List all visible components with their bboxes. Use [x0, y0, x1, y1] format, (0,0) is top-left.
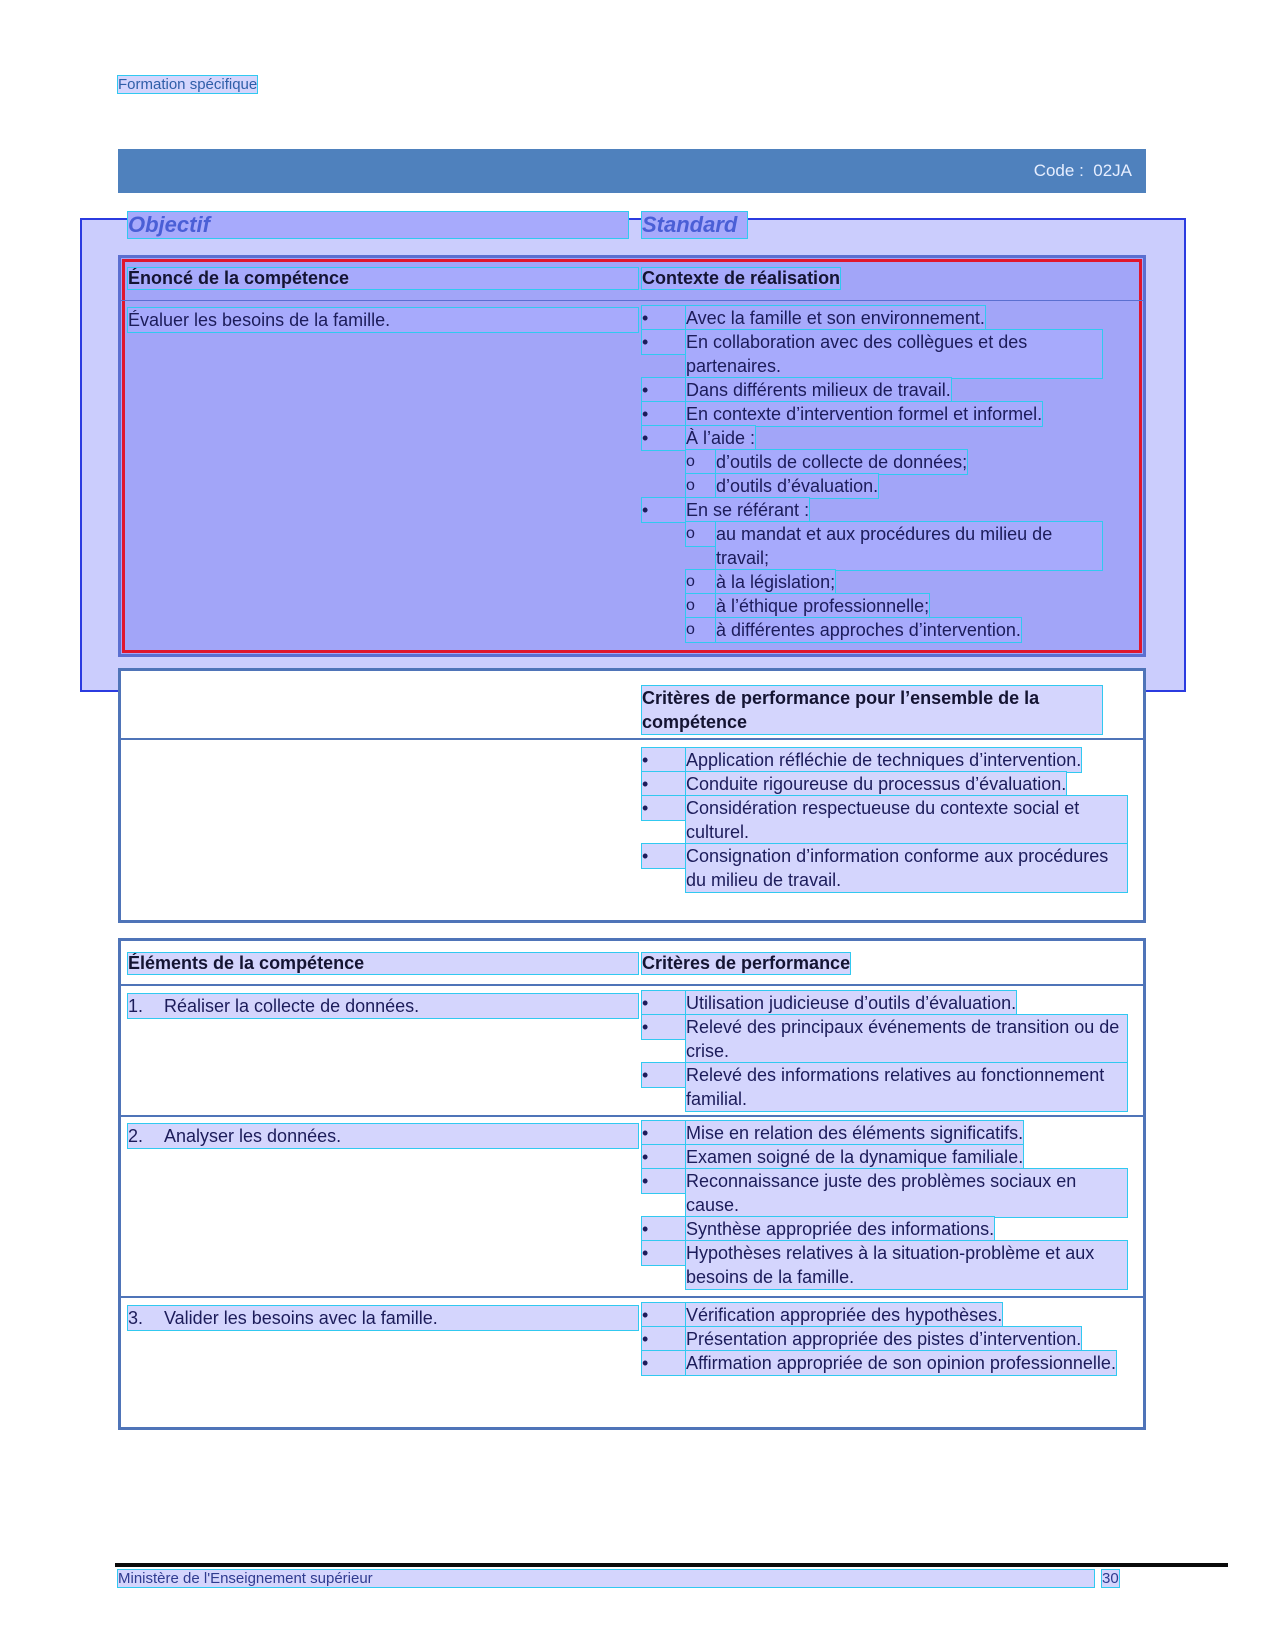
list-item: [642, 306, 1102, 330]
list-item: [642, 1145, 1127, 1169]
list-item-text: Présentation appropriée des pistes d’intervention.: [686, 1329, 1082, 1349]
sub-list-item: [686, 594, 1102, 618]
bullet-icon: •: [642, 1303, 686, 1327]
global-criteria-list: [642, 748, 1127, 892]
sub-list-item: [686, 522, 1102, 570]
bullet-icon: •: [642, 796, 686, 820]
statement-header: Énoncé de la compétence: [128, 268, 638, 289]
standard-heading: Standard: [642, 212, 747, 238]
circle-bullet-icon: o: [686, 474, 716, 498]
element-text: Réaliser la collecte de données.: [164, 996, 420, 1016]
element-number: 3.: [128, 1308, 144, 1328]
bullet-icon: •: [642, 748, 686, 772]
list-item-text: Utilisation judicieuse d’outils d’évaluation.: [686, 993, 1017, 1013]
list-item-text: Considération respectueuse du contexte social et culturel.: [686, 796, 1127, 844]
code-label: Code :: [1033, 161, 1084, 180]
objective-heading: Objectif: [128, 212, 628, 238]
list-item: [642, 402, 1102, 426]
divider: [121, 300, 1143, 301]
bullet-icon: •: [642, 991, 686, 1015]
list-item-text: Conduite rigoureuse du processus d’évaluation.: [686, 774, 1067, 794]
divider: [121, 738, 1143, 740]
context-list: [642, 306, 1102, 642]
list-item: [642, 1169, 1127, 1217]
list-item: [642, 1217, 1127, 1241]
list-item: [642, 1015, 1127, 1063]
bullet-icon: •: [642, 426, 686, 450]
list-item: [642, 1327, 1127, 1351]
list-item-text: En collaboration avec des collègues et des partenaires.: [686, 330, 1102, 378]
list-item: [642, 796, 1127, 844]
list-item: [642, 748, 1127, 772]
element-row-2: [128, 1124, 638, 1148]
code-bar: [118, 149, 1146, 193]
bullet-icon: •: [642, 844, 686, 868]
circle-bullet-icon: o: [686, 522, 716, 546]
program-label: Formation spécifique: [118, 76, 258, 93]
list-item-text: Consignation d’information conforme aux procédures du milieu de travail.: [686, 844, 1127, 892]
bullet-icon: •: [642, 1015, 686, 1039]
elements-header: Éléments de la compétence: [128, 953, 638, 974]
divider: [121, 1296, 1143, 1298]
element-criteria-2: [642, 1121, 1127, 1289]
footer-rule: [115, 1563, 1228, 1567]
list-item-text: Application réfléchie de techniques d’intervention.: [686, 750, 1082, 770]
bullet-icon: •: [642, 402, 686, 426]
list-item-text: Mise en relation des éléments significatifs.: [686, 1123, 1024, 1143]
list-item-text: Examen soigné de la dynamique familiale.: [686, 1147, 1024, 1167]
element-row-3: [128, 1306, 638, 1330]
list-item-text: À l’aide :: [686, 428, 756, 448]
circle-bullet-icon: o: [686, 570, 716, 594]
code-value: 02JA: [1093, 161, 1132, 180]
list-item-text: Affirmation appropriée de son opinion professionnelle.: [686, 1353, 1116, 1373]
divider: [121, 984, 1143, 986]
list-item-text: En se référant :: [686, 500, 810, 520]
bullet-icon: •: [642, 1121, 686, 1145]
criteria-header: Critères de performance: [642, 953, 851, 973]
element-number: 1.: [128, 996, 144, 1016]
element-criteria-1: [642, 991, 1127, 1111]
list-item: [642, 844, 1127, 892]
list-item: [642, 378, 1102, 402]
bullet-icon: •: [642, 1217, 686, 1241]
sub-list-item: [686, 474, 1102, 498]
sub-list-item: [686, 450, 1102, 474]
list-item-text: Avec la famille et son environnement.: [686, 308, 985, 328]
element-criteria-3: [642, 1303, 1127, 1375]
list-item: [642, 1303, 1127, 1327]
global-criteria-header: Critères de performance pour l’ensemble de la compétence: [642, 686, 1102, 734]
sub-list-item: [686, 618, 1102, 642]
bullet-icon: •: [642, 1169, 686, 1193]
list-item-text: En contexte d’intervention formel et informel.: [686, 404, 1043, 424]
list-item: [642, 1351, 1127, 1375]
element-text: Analyser les données.: [164, 1126, 342, 1146]
list-item-text: Dans différents milieux de travail.: [686, 380, 951, 400]
page-number: 30: [1102, 1570, 1119, 1587]
list-item-text: à l’éthique professionnelle;: [716, 596, 930, 616]
list-item: [642, 772, 1127, 796]
list-item: [642, 1241, 1127, 1289]
list-item-text: à différentes approches d’intervention.: [716, 620, 1021, 640]
footer-ministry: Ministère de l'Enseignement supérieur: [118, 1570, 1094, 1587]
circle-bullet-icon: o: [686, 618, 716, 642]
bullet-icon: •: [642, 1063, 686, 1087]
list-item: [642, 426, 1102, 450]
list-item: [642, 1121, 1127, 1145]
list-item: [642, 330, 1102, 378]
list-item-text: Relevé des principaux événements de transition ou de crise.: [686, 1015, 1127, 1063]
sub-list-item: [686, 570, 1102, 594]
circle-bullet-icon: o: [686, 594, 716, 618]
list-item-text: Vérification appropriée des hypothèses.: [686, 1305, 1003, 1325]
bullet-icon: •: [642, 772, 686, 796]
list-item-text: Reconnaissance juste des problèmes sociaux en cause.: [686, 1169, 1127, 1217]
competency-code: [1034, 161, 1132, 181]
list-item-text: Synthèse appropriée des informations.: [686, 1219, 995, 1239]
circle-bullet-icon: o: [686, 450, 716, 474]
list-item: [642, 498, 1102, 522]
competence-statement: Évaluer les besoins de la famille.: [128, 308, 638, 332]
list-item-text: Relevé des informations relatives au fonctionnement familial.: [686, 1063, 1127, 1111]
bullet-icon: •: [642, 1351, 686, 1375]
bullet-icon: •: [642, 498, 686, 522]
element-row-1: [128, 994, 638, 1018]
list-item-text: à la législation;: [716, 572, 836, 592]
list-item-text: au mandat et aux procédures du milieu de travail;: [716, 522, 1102, 570]
list-item: [642, 1063, 1127, 1111]
bullet-icon: •: [642, 378, 686, 402]
list-item: [642, 991, 1127, 1015]
bullet-icon: •: [642, 330, 686, 354]
divider: [121, 1115, 1143, 1117]
list-item-text: d’outils de collecte de données;: [716, 452, 968, 472]
context-header: Contexte de réalisation: [642, 268, 841, 288]
bullet-icon: •: [642, 1327, 686, 1351]
list-item-text: d’outils d’évaluation.: [716, 476, 879, 496]
bullet-icon: •: [642, 306, 686, 330]
bullet-icon: •: [642, 1241, 686, 1265]
element-number: 2.: [128, 1126, 144, 1146]
element-text: Valider les besoins avec la famille.: [164, 1308, 438, 1328]
list-item-text: Hypothèses relatives à la situation-problème et aux besoins de la famille.: [686, 1241, 1127, 1289]
bullet-icon: •: [642, 1145, 686, 1169]
